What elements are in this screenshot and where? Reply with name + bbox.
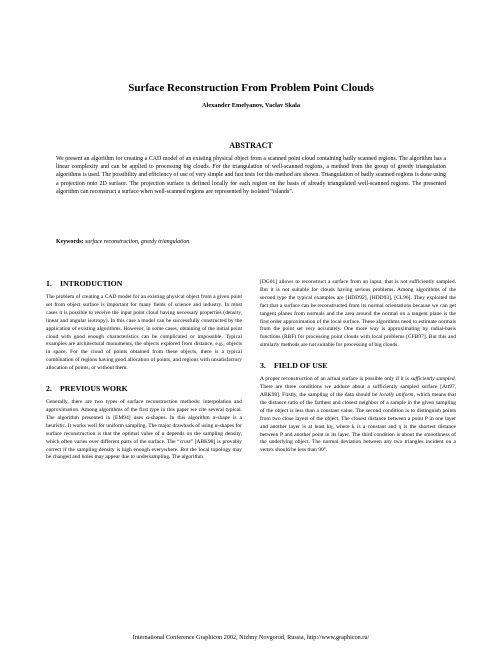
field-of-use-paragraph bbox=[260, 376, 456, 455]
section-number: 3. bbox=[260, 361, 266, 371]
keywords bbox=[56, 238, 446, 246]
abstract-text: We present an algorithm for creating a CAD model of an existing physical object from a scanned point cloud containing badly scanned regions. The algorithm has a linear complexity and can be applied to processing big clouds. For the triangulation of well-scanned regions, a method from the group of greedy triangulation algorithms is used. The possibility and efficiency of use of very simple and fast tests for this method are shown. Triangulation of badly scanned regions is done using a projection onto 2D surface. The projection surface is defined locally for each region on the basis of already triangulated well-scanned regions. The presented algorithm can reconstruct a surface when well-scanned regions are represented by isolated “islands”. bbox=[56, 156, 446, 195]
emphasis-text: sufficiently sampled bbox=[410, 376, 455, 383]
right-column bbox=[260, 279, 456, 461]
abstract-heading: ABSTRACT bbox=[229, 141, 273, 150]
section-title: FIELD OF USE bbox=[274, 361, 328, 371]
conference-footer: International Conference Graphicon 2002, Nizhny Novgorod, Russia, http://www.graphicon.ru/ bbox=[132, 634, 370, 641]
text-run: , which means that the distance ratio of the farthest and closest neighbor of a sample in the given sampling of the object is less than a constant value. The second condition is to distinguish points from two close layers of the object. The closest distance between a point P in one layer and another layer is at least kη, where k is a constant and η is the shortest distance between P and another point in its layer. The third condition is about the smoothness of the underlying object. The normal deviation between any two triangles incident on a vertex should be less than 90°. bbox=[260, 391, 456, 454]
text-run: . There are three conditions we adduce about a sufficiently sampled surface [Att97, ABK98]. Firstly, the sampling of the data should be bbox=[260, 376, 456, 398]
section-number: 1. bbox=[46, 279, 52, 288]
keywords-label: Keywords: bbox=[56, 239, 84, 245]
introduction-paragraph: The problem of creating a CAD model for an existing physical object from a given point set from object surface is important for many fields of science and industry. In most cases it is possible to receive the input point cloud having necessary properties (density, linear and angular isotropy). In this case a model can be successfully constructed by the application of existing algorithms. However, in some cases, obtaining of the initial point cloud with good enough characteristics can be complicated or impossible. Typical examples are architectural monuments, the objects explored from distance, e.g., objects in space. For the cloud of points obtained from these objects, there is a typical combination of regions having good allocation of points, and regions with unsatisfactory allocation of points, or without them. bbox=[46, 294, 242, 372]
previous-work-continued-paragraph: [DG01] allows to reconstruct a surface from an input, that is not sufficiently sampled. But it is not suitable for clouds having serious problems. Among algorithms of the second type the typical examples are [HDD92], [HDD93], [CL96]. They exploited the fact that a surface can be reconstructed from its normal orientations because we can get tangent planes from normals and the area around the normal on a tangent plane is the first order approximation of the local surface. These algorithms need to estimate normals from the point set very accurately. One more way is approximating by radial-basis functions (RBF) for processing point clouds with local problems [CFB97]. But this and similarly methods are not suitable for processing of big clouds. bbox=[260, 279, 456, 349]
section-title: INTRODUCTION bbox=[60, 279, 123, 288]
text-run: A proper reconstruction of an actual surface is possible only if it is bbox=[260, 376, 411, 383]
section-heading-previous-work bbox=[46, 384, 242, 393]
emphasis-text: locally uniform bbox=[379, 391, 414, 398]
section-heading-introduction bbox=[46, 279, 242, 288]
left-column bbox=[46, 279, 242, 468]
section-heading-field-of-use bbox=[260, 361, 456, 370]
previous-work-paragraph: Generally, there are two types of surface reconstruction methods: interpolation and approximation. Among algorithms of the first type in this paper we cite several typical. The algorithm presented in [EM94] uses α-shapes. In this algorithm α-shape is a heuristic. It works well for uniform sampling. The major drawback of using α-shapes for surface reconstruction is that the optimal value of α depends on the sampling density, which often varies over different parts of the surface. The “crust” [ABK98] is provably correct if the sampling density is high enough everywhere. But the local topology may be changed and holes may appear due to undersampling. The algorithm bbox=[46, 399, 242, 461]
section-number: 2. bbox=[46, 384, 52, 394]
paper-title: Surface Reconstruction From Problem Point Clouds bbox=[128, 82, 374, 94]
author-line: Alexander Emelyanov, Vaclav Skala bbox=[201, 102, 301, 109]
keywords-text: surface reconstruction, greedy triangulation. bbox=[84, 239, 191, 245]
section-title: PREVIOUS WORK bbox=[60, 384, 128, 394]
